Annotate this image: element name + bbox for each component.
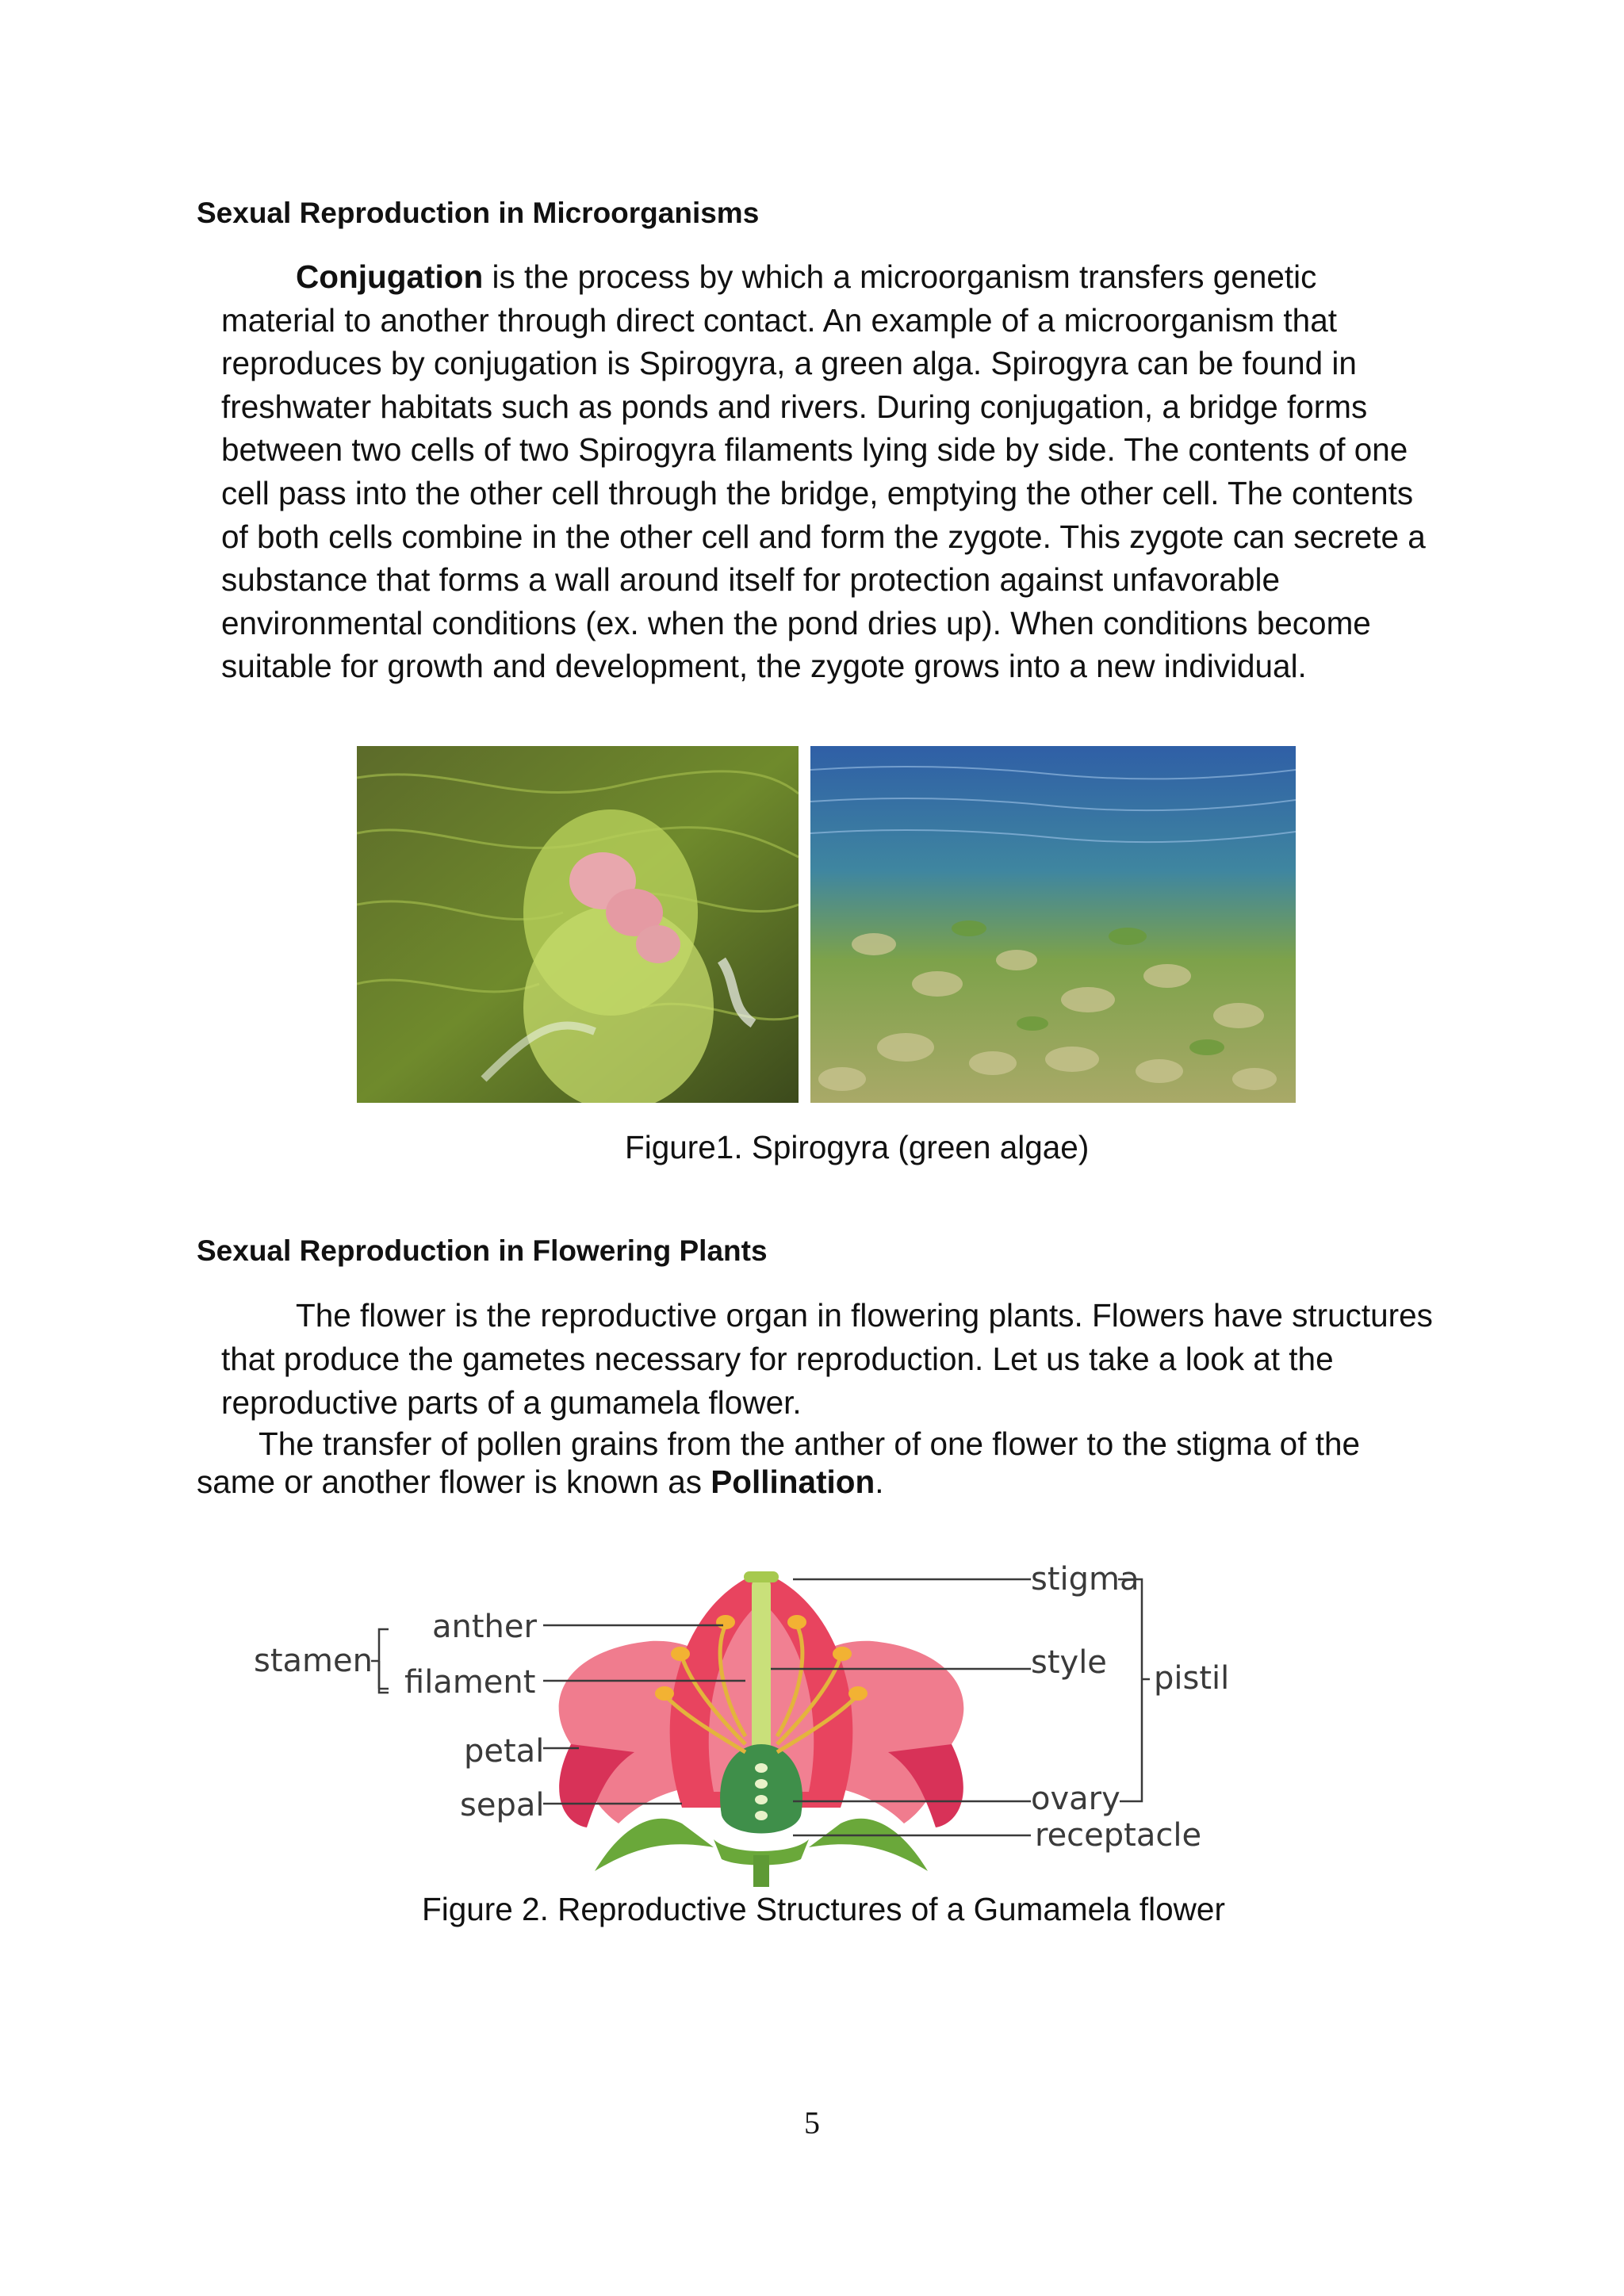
- pollination-text: The transfer of pollen grains from the anther of one flower to the stigma of the same or another flower is known as: [197, 1425, 1361, 1500]
- pollination-period: .: [875, 1464, 884, 1500]
- label-receptacle: receptacle: [1035, 1817, 1202, 1854]
- page-number: 5: [804, 2105, 820, 2141]
- flower-style: [752, 1578, 771, 1768]
- section-heading-flowering-plants: Sexual Reproduction in Flowering Plants: [197, 1234, 768, 1267]
- label-pistil: pistil: [1154, 1660, 1230, 1697]
- conjugation-text: is the process by which a microorganism transfers genetic material to another through direct contact. An example of a microorganism that reproduces by conjugation is Spirogyra, a green alga. Spirogyra can be found in freshwater habitats such as ponds and rivers. During conjugation, a bridge forms between two cells of two Spirogyra filaments lying side by side. The contents of one cell pass into the other cell through the bridge, emptying the other cell. The contents of both cells combine in the other cell and form the zygote. This zygote can secrete a substance that forms a wall around itself for protection against unfavorable environmental conditions (ex. when the pond dries up). When conditions become suitable for growth and development, the zygote grows into a new individual.: [221, 258, 1426, 685]
- label-petal: petal: [464, 1733, 545, 1770]
- label-anther: anther: [432, 1609, 537, 1645]
- section-heading-microorganisms: Sexual Reproduction in Microorganisms: [197, 197, 760, 229]
- label-filament: filament: [404, 1664, 536, 1701]
- figure2-caption: Figure 2. Reproductive Structures of a Gumamela flower: [422, 1891, 1225, 1927]
- spirogyra-photo-left: [357, 746, 799, 1103]
- figure1-caption: Figure1. Spirogyra (green algae): [625, 1129, 1090, 1165]
- flower-paragraph-text: The flower is the reproductive organ in flowering plants. Flowers have structures that produce the gametes necessary for reproduction. Let us take a look at the reproductive parts of a gumamela flower.: [221, 1297, 1433, 1421]
- pollination-paragraph: [197, 1425, 1434, 1501]
- flower-sepal-left: [595, 1819, 714, 1871]
- conjugation-paragraph: [221, 255, 1434, 688]
- gumamela-flower-diagram: [238, 1554, 1269, 1887]
- pollination-term: Pollination: [710, 1464, 875, 1500]
- flower-paragraph: [221, 1294, 1434, 1425]
- label-stamen: stamen: [254, 1643, 373, 1679]
- label-style: style: [1031, 1644, 1107, 1681]
- label-ovary: ovary: [1031, 1781, 1120, 1817]
- flower-stem: [753, 1855, 769, 1887]
- label-sepal: sepal: [460, 1787, 545, 1823]
- spirogyra-photo-right: [810, 746, 1296, 1103]
- conjugation-term: Conjugation: [296, 258, 484, 295]
- flower-sepal-right: [809, 1819, 928, 1871]
- label-stigma: stigma: [1031, 1561, 1139, 1598]
